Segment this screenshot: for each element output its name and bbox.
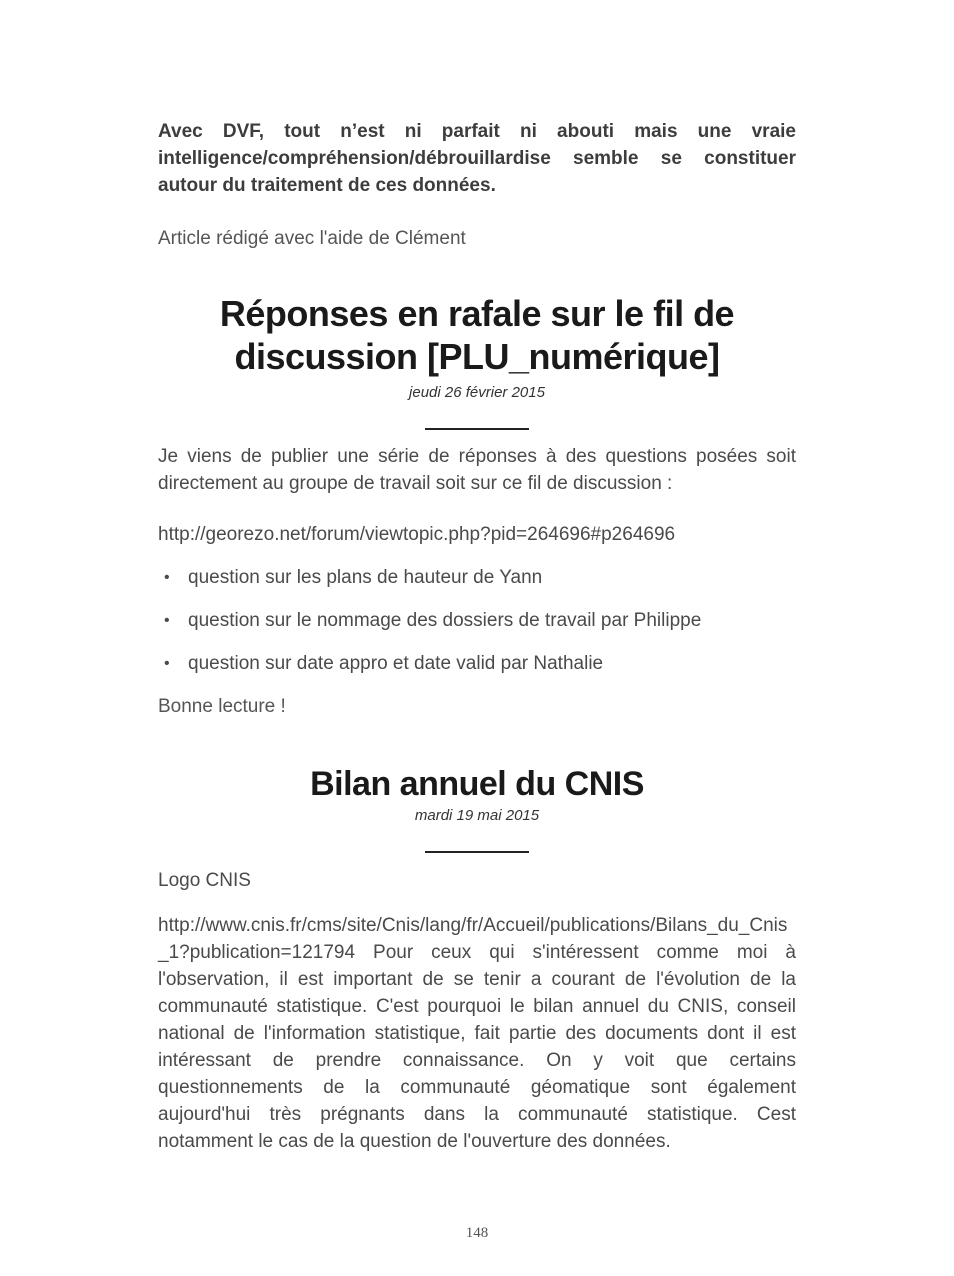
lead-paragraph: Avec DVF, tout n’est ni parfait ni abouti mais une vraie intelligence/compréhension/débrouillardise semble se constituer autour du traitement de ces données.	[158, 121, 796, 196]
section-divider	[425, 428, 529, 430]
responses-intro-paragraph: Je viens de publier une série de réponses à des questions posées soit directement au groupe de travail soit sur ce fil de discussion :	[158, 446, 796, 494]
page-number: 148	[465, 1225, 489, 1241]
byline: Article rédigé avec l'aide de Clément	[158, 228, 466, 249]
bullet-item: • question sur date appro et date valid par Nathalie	[158, 650, 796, 677]
article-date-responses: jeudi 26 février 2015	[409, 384, 545, 401]
bilan-paragraph	[158, 912, 796, 1155]
article-title-responses: Réponses en rafale sur le fil de discussion [PLU_numérique]	[219, 293, 735, 377]
section-divider	[425, 851, 529, 853]
bullet-list	[158, 564, 796, 677]
bullet-item: • question sur le nommage des dossiers de travail par Philippe	[158, 607, 796, 634]
logo-caption: Logo CNIS	[158, 870, 251, 891]
cnis-url: http://www.cnis.fr/cms/site/Cnis/lang/fr/Accueil/publications/Bilans_du_Cnis_1?publication=121794	[158, 915, 788, 963]
forum-url: http://georezo.net/forum/viewtopic.php?pid=264696#p264696	[158, 524, 676, 545]
article-title-bilan: Bilan annuel du CNIS	[310, 765, 644, 803]
bullet-item: • question sur les plans de hauteur de Yann	[158, 564, 796, 591]
bilan-body-text: Pour ceux qui s'intéressent comme moi à l'observation, il est important de se tenir a courant de l'évolution de la communauté statistique. C'est pourquoi le bilan annuel du CNIS, conseil national de l'information statistique, fait partie des documents dont il est intéressant de prendre connaissance. On y voit que certains questionnements de la communauté géomatique sont également aujourd'hui très prégnants dans la communauté statistique. Cest notamment le cas de la question de l'ouverture des données.	[158, 942, 796, 1152]
closing-line: Bonne lecture !	[158, 696, 286, 717]
article-date-bilan: mardi 19 mai 2015	[414, 807, 540, 824]
